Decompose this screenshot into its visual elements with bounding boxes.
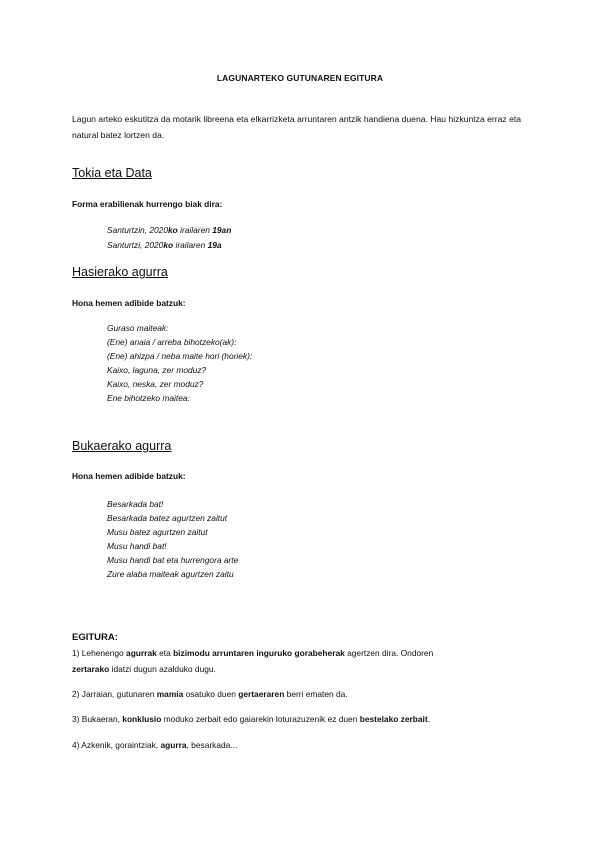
- opening-examples: [107, 321, 252, 405]
- subheading-place-date: Forma erabilienak hurrengo biak dira:: [72, 199, 223, 209]
- place-date-example-2: Santurtzi, 2020ko irailaren 19a: [107, 240, 222, 250]
- intro-paragraph: Lagun arteko eskutitza da motarik libreena eta elkarrizketa arruntaren antzik handiena duena. Hau hizkuntza erraz eta natural batez lortzen da.: [72, 114, 522, 140]
- structure-step-3: 3) Bukaeran, konklusio moduko zerbait edo gaiarekin loturazuzenik ez duen bestelako zerbait.: [72, 714, 431, 724]
- list-item: Musu batez agurtzen zaitut: [107, 527, 208, 537]
- list-item: Ene bihotzeko maitea:: [107, 393, 190, 403]
- list-item: Musu handi bat eta hurrengora arte: [107, 555, 239, 565]
- structure-step-2: 2) Jarraian, gutunaren mamia osatuko duen gertaeraren berri ematen da.: [72, 689, 348, 699]
- list-item: Besarkada batez agurtzen zaitut: [107, 513, 228, 523]
- subheading-opening: Hona hemen adibide batzuk:: [72, 298, 186, 308]
- structure-step-1: 1) Lehenengo agurrak eta bizimodu arruntaren inguruko gorabeherak agertzen dira. Ondoren zertarako idatzi dugun azalduko dugu.: [72, 648, 434, 674]
- list-item: Kaixo, neska, zer moduz?: [107, 379, 204, 389]
- list-item: Besarkada bat!: [107, 499, 164, 509]
- document-title: LAGUNARTEKO GUTUNAREN EGITURA: [216, 73, 384, 83]
- place-date-examples: [107, 223, 231, 253]
- place-date-example-1: Santurtzin, 2020ko irailaren 19an: [107, 225, 232, 235]
- heading-structure: EGITURA:: [72, 632, 118, 643]
- structure-step-4: 4) Azkenik, goraintziak, agurra, besarkada...: [72, 740, 238, 750]
- heading-closing: Bukaerako agurra: [72, 439, 172, 453]
- list-item: Kaixo, laguna, zer moduz?: [107, 365, 207, 375]
- list-item: (Ene) anaia / arreba bihotzeko(ak):: [107, 337, 237, 347]
- list-item: Zure alaba maiteak agurtzen zaitu: [107, 569, 234, 579]
- list-item: Guraso maiteak:: [107, 323, 169, 333]
- list-item: Musu handi bat!: [107, 541, 167, 551]
- list-item: (Ene) ahizpa / neba maite hori (horiek):: [107, 351, 253, 361]
- heading-opening: Hasierako agurra: [72, 265, 168, 279]
- closing-examples: [107, 497, 238, 581]
- heading-place-date: Tokia eta Data: [72, 166, 152, 180]
- subheading-closing: Hona hemen adibide batzuk:: [72, 471, 186, 481]
